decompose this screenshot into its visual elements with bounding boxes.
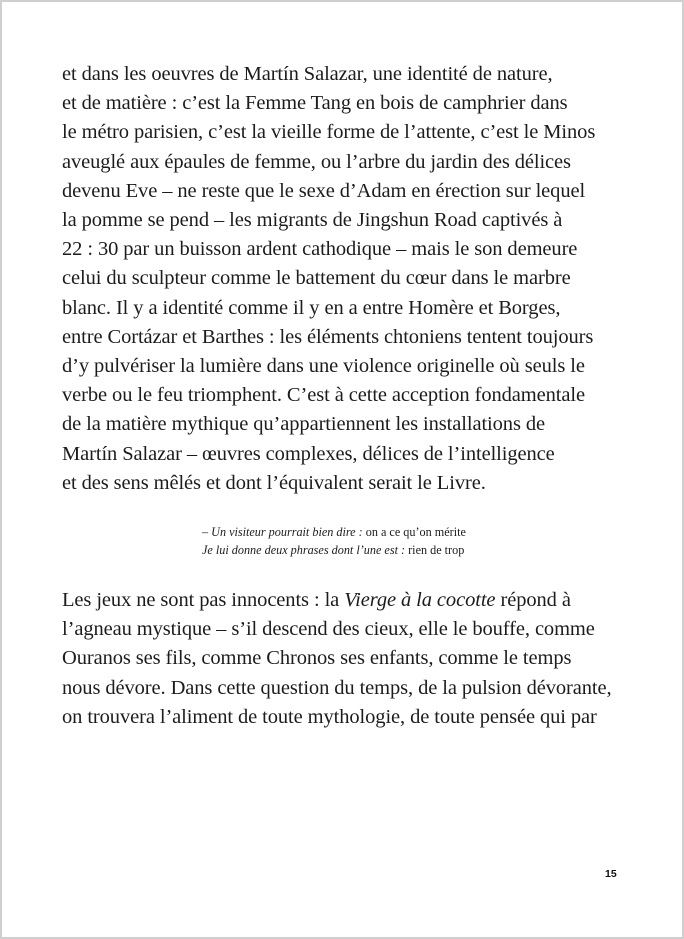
text-line: devenu Eve – ne reste que le sexe d’Adam en érection sur lequel — [62, 179, 586, 202]
page-number: 15 — [605, 868, 617, 880]
text-line: nous dévore. Dans cette question du temps, de la pulsion dévorante, — [62, 676, 612, 699]
epigraph-line-2 — [202, 541, 466, 559]
text-line: blanc. Il y a identité comme il y en a entre Homère et Borges, — [62, 296, 561, 319]
text-line: et dans les oeuvres de Martín Salazar, une identité de nature, — [62, 63, 553, 85]
text-line: et des sens mêlés et dont l’équivalent serait le Livre. — [62, 471, 486, 494]
artwork-title: Vierge à la cocotte — [344, 589, 496, 611]
text-line — [62, 586, 642, 615]
epigraph-roman: rien de trop — [405, 543, 465, 557]
text-segment: répond à — [495, 589, 571, 611]
text-line: on trouvera l’aliment de toute mythologie, de toute pensée qui par — [62, 705, 597, 728]
epigraph-line-1 — [202, 523, 466, 541]
epigraph-italic: – Un visiteur pourrait bien dire : — [202, 525, 363, 539]
text-line: de la matière mythique qu’appartiennent les installations de — [62, 413, 545, 436]
paragraph-1 — [62, 60, 642, 498]
text-line: Martín Salazar – œuvres complexes, délices de l’intelligence — [62, 442, 555, 465]
epigraph-italic: Je lui donne deux phrases dont l’une est : — [202, 543, 406, 557]
text-line: celui du sculpteur comme le battement du cœur dans le marbre — [62, 267, 571, 290]
text-segment: Les jeux ne sont pas innocents : la — [62, 589, 345, 611]
text-line: la pomme se pend – les migrants de Jingshun Road captivés à — [62, 209, 563, 232]
text-line: Ouranos ses fils, comme Chronos ses enfants, comme le temps — [62, 647, 572, 670]
epigraph-quote — [202, 523, 466, 559]
text-line: entre Cortázar et Barthes : les éléments chtoniens tentent toujours — [62, 325, 594, 348]
text-line: 22 : 30 par un buisson ardent cathodique – mais le son demeure — [62, 238, 578, 261]
epigraph-roman: on a ce qu’on mérite — [362, 525, 466, 539]
text-line: le métro parisien, c’est la vieille forme de l’attente, c’est le Minos — [62, 121, 596, 144]
text-line: aveuglé aux épaules de femme, ou l’arbre du jardin des délices — [62, 150, 571, 173]
text-line: verbe ou le feu triomphent. C’est à cette acception fondamentale — [62, 384, 585, 407]
text-line: et de matière : c’est la Femme Tang en bois de camphrier dans — [62, 92, 568, 115]
paragraph-2 — [62, 586, 642, 732]
text-line: d’y pulvériser la lumière dans une violence originelle où seuls le — [62, 355, 585, 378]
text-line: l’agneau mystique – s’il descend des cieux, elle le bouffe, comme — [62, 618, 595, 641]
